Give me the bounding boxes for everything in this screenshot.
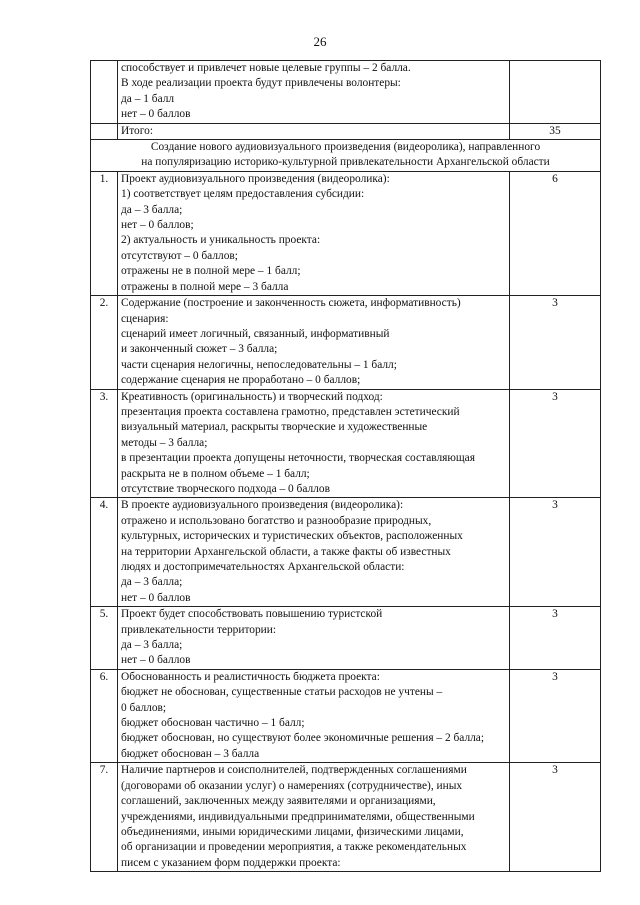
- criterion-line: объединениями, иными юридическими лицами, физическими лицами,: [121, 825, 464, 838]
- total-score: 35: [510, 123, 601, 139]
- criterion-score: 3: [510, 607, 601, 670]
- criterion-line: нет – 0 баллов: [121, 108, 191, 121]
- criterion-line: 2) актуальность и уникальность проекта:: [121, 234, 321, 247]
- row-number: [91, 61, 118, 124]
- criterion-line: сценария:: [121, 312, 169, 325]
- page-number: 26: [313, 34, 327, 49]
- row-number: [91, 123, 118, 139]
- section-heading-line: на популяризацию историко-культурной привлекательности Архангельской области: [141, 156, 550, 169]
- criterion-line: визуальный материал, раскрыты творческие и художественные: [121, 421, 428, 434]
- criterion-line: привлекательности территории:: [121, 623, 277, 636]
- criterion-text: [118, 389, 510, 498]
- criterion-score: 6: [510, 171, 601, 295]
- criterion-line: 0 баллов;: [121, 701, 167, 714]
- criterion-line: людях и достопримечательностях Архангельской области:: [121, 561, 405, 573]
- row-number: 3.: [91, 389, 118, 498]
- criterion-line: части сценария нелогичны, непоследовательны – 1 балл;: [121, 358, 397, 371]
- criterion-line: способствует и привлечет новые целевые группы – 2 балла.: [121, 62, 411, 74]
- total-label: [118, 123, 510, 139]
- criterion-line: нет – 0 баллов: [121, 591, 191, 604]
- table-row-criterion-3: [91, 389, 601, 498]
- criterion-line: соглашений, заключенных между заявителями и организациями,: [121, 795, 436, 808]
- criterion-line: нет – 0 баллов: [121, 654, 191, 667]
- criterion-line: об организации и проведении мероприятия, а также рекомендательных: [121, 841, 467, 854]
- criterion-line: содержание сценария не проработано – 0 баллов;: [121, 374, 361, 387]
- criterion-line: и законченный сюжет – 3 балла;: [121, 343, 278, 356]
- row-number: 7.: [91, 763, 118, 872]
- criterion-line: Проект будет способствовать повышению туристской: [121, 608, 383, 621]
- criterion-text: [118, 61, 510, 124]
- criterion-score: 3: [510, 498, 601, 607]
- row-number: 1.: [91, 171, 118, 295]
- criterion-line: бюджет обоснован – 3 балла: [121, 747, 260, 760]
- table-row-criterion-6: [91, 669, 601, 762]
- row-number: 4.: [91, 498, 118, 607]
- criterion-line: Креативность (оригинальность) и творческий подход:: [121, 390, 383, 403]
- criterion-line: Проект аудиовизуального произведения (видеоролика):: [121, 172, 390, 185]
- criterion-line: Обоснованность и реалистичность бюджета проекта:: [121, 670, 380, 683]
- table-row-total: [91, 123, 601, 139]
- criterion-line: В ходе реализации проекта будут привлечены волонтеры:: [121, 77, 401, 90]
- criterion-text: [118, 171, 510, 295]
- criterion-line: да – 1 балл: [121, 92, 175, 105]
- criterion-line: сценарий имеет логичный, связанный, информативный: [121, 327, 390, 340]
- criterion-line: на территории Архангельской области, а также факты об известных: [121, 545, 451, 558]
- row-number: 5.: [91, 607, 118, 670]
- criterion-line: нет – 0 баллов;: [121, 219, 194, 232]
- criterion-line: в презентации проекта допущены неточности, творческая составляющая: [121, 452, 475, 465]
- criterion-line: методы – 3 балла;: [121, 436, 208, 449]
- criterion-text: [118, 296, 510, 389]
- criterion-line: бюджет обоснован частично – 1 балл;: [121, 717, 305, 730]
- criterion-line: да – 3 балла;: [121, 639, 183, 652]
- total-label-text: Итого:: [121, 124, 153, 137]
- criterion-line: раскрыта не в полном объеме – 1 балл;: [121, 467, 310, 480]
- criterion-line: Содержание (построение и законченность сюжета, информативность): [121, 297, 461, 310]
- criterion-line: отражены не в полной мере – 1 балл;: [121, 265, 301, 278]
- criterion-line: В проекте аудиовизуального произведения (видеоролика):: [121, 499, 404, 512]
- table-row-criterion-7: [91, 763, 601, 872]
- criterion-line: (договорами об оказании услуг) о намерениях (сотрудничестве), иных: [121, 779, 463, 792]
- criterion-line: бюджет обоснован, но существуют более экономичные решения – 2 балла;: [121, 732, 485, 745]
- criterion-text: [118, 669, 510, 762]
- row-number: 6.: [91, 669, 118, 762]
- section-heading: [91, 140, 601, 172]
- criterion-line: отражены в полной мере – 3 балла: [121, 280, 289, 293]
- criterion-line: учреждениями, индивидуальными предпринимателями, общественными: [121, 810, 475, 823]
- table-row-criterion-5: [91, 607, 601, 670]
- table-row-criterion-2: [91, 296, 601, 389]
- table-row-continuation: [91, 61, 601, 124]
- criterion-line: культурных, исторических и туристических объектов, расположенных: [121, 530, 463, 543]
- criterion-line: писем с указанием форм поддержки проекта:: [121, 856, 341, 869]
- criterion-line: отсутствие творческого подхода – 0 баллов: [121, 482, 330, 495]
- criterion-line: да – 3 балла;: [121, 576, 183, 589]
- criterion-line: Наличие партнеров и соисполнителей, подтвержденных соглашениями: [121, 764, 467, 777]
- table-row-criterion-1: [91, 171, 601, 295]
- criteria-table: [90, 60, 601, 872]
- row-number: 2.: [91, 296, 118, 389]
- criterion-text: [118, 498, 510, 607]
- section-heading-line: Создание нового аудиовизуального произведения (видеоролика), направленного: [150, 141, 541, 154]
- criterion-score: [510, 61, 601, 124]
- criterion-score: 3: [510, 296, 601, 389]
- criterion-line: отсутствуют – 0 баллов;: [121, 249, 238, 262]
- criterion-line: да – 3 балла;: [121, 203, 183, 216]
- criterion-score: 3: [510, 389, 601, 498]
- criterion-line: презентация проекта составлена грамотно, представлен эстетический: [121, 405, 460, 418]
- criterion-line: бюджет не обоснован, существенные статьи расходов не учтены –: [121, 686, 443, 699]
- criterion-text: [118, 763, 510, 872]
- section-heading-row: [91, 140, 601, 172]
- criterion-text: [118, 607, 510, 670]
- table-row-criterion-4: [91, 498, 601, 607]
- criterion-line: отражено и использовано богатство и разнообразие природных,: [121, 514, 432, 527]
- criterion-score: 3: [510, 763, 601, 872]
- criterion-score: 3: [510, 669, 601, 762]
- criterion-line: 1) соответствует целям предоставления субсидии:: [121, 188, 365, 201]
